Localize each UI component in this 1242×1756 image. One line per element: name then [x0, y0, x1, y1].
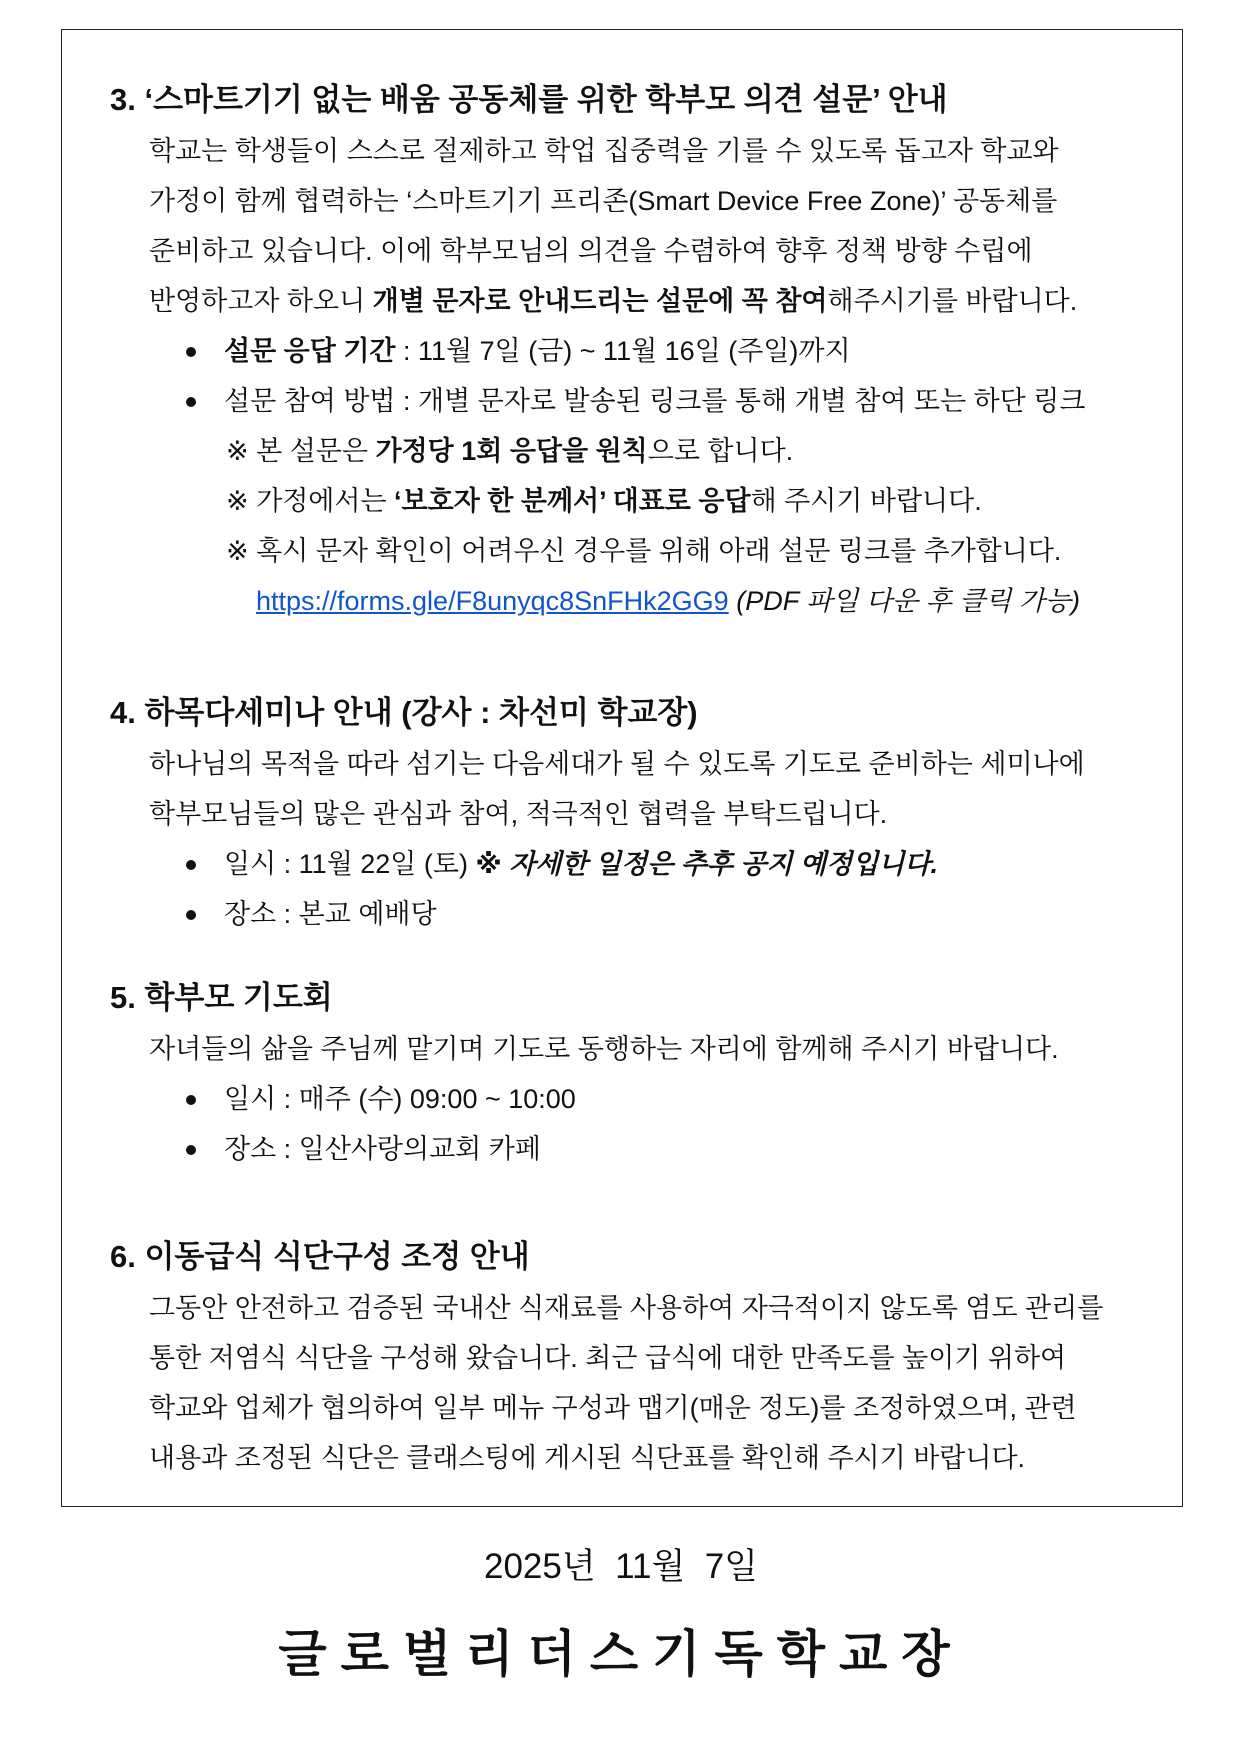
bullet-text: 설문 참여 방법 : 개별 문자로 발송된 링크를 통해 개별 참여 또는 하단 링크: [224, 386, 1086, 416]
body-line: 학교는 학생들이 스스로 절제하고 학업 집중력을 기를 수 있도록 돕고자 학교와: [149, 136, 1059, 166]
section-body-lunch: [149, 1283, 1150, 1483]
bullet-text: 일시 : 11월 22일 (토): [224, 849, 476, 879]
note-line: [226, 426, 1150, 476]
bullet-icon: [186, 1095, 196, 1105]
section-lunch: [110, 1235, 1150, 1483]
note-line: ※ 혹시 문자 확인이 어려우신 경우를 위해 아래 설문 링크를 추가합니다.: [226, 536, 1062, 566]
list-item-survey-period: [186, 326, 1150, 376]
section-prayer: [110, 976, 1150, 1174]
issue-date: 2025년 11월 7일: [484, 1547, 758, 1586]
section-heading-lunch: 6. 이동급식 식단구성 조정 안내: [110, 1239, 530, 1274]
list-item-seminar-place: [186, 889, 1150, 939]
body-text: 반영하고자 하오니: [149, 286, 373, 316]
note-emphasis: 가정당 1회 응답을 원칙: [375, 436, 648, 466]
note-text: ※ 본 설문은: [226, 436, 376, 466]
bullet-list-prayer: [186, 1074, 1150, 1174]
bullet-icon: [186, 347, 196, 357]
body-line: 준비하고 있습니다. 이에 학부모님의 의견을 수렴하여 향후 정책 방향 수립에: [149, 236, 1033, 266]
bullet-icon: [186, 910, 196, 920]
body-line: 내용과 조정된 식단은 클래스팅에 게시된 식단표를 확인해 주시기 바랍니다.: [149, 1443, 1026, 1473]
section-heading-survey: 3. ‘스마트기기 없는 배움 공동체를 위한 학부모 의견 설문’ 안내: [110, 82, 948, 117]
bullet-list-seminar: [186, 839, 1150, 939]
list-item-prayer-date: [186, 1074, 1150, 1124]
bullet-text: : 11월 7일 (금) ~ 11월 16일 (주일)까지: [395, 336, 851, 366]
signature: 글로벌리더스기독학교장: [278, 1626, 964, 1682]
body-line: 그동안 안전하고 검증된 국내산 식재료를 사용하여 자극적이지 않도록 염도 관리를: [149, 1293, 1104, 1323]
body-line: 통한 저염식 식단을 구성해 왔습니다. 최근 급식에 대한 만족도를 높이기 위하여: [149, 1343, 1067, 1373]
survey-notes: [226, 426, 1150, 626]
section-body-prayer: [149, 1024, 1150, 1074]
bullet-emphasis: ※ 자세한 일정은 추후 공지 예정입니다.: [475, 849, 938, 879]
section-body-survey: [149, 126, 1150, 326]
list-item-prayer-place: [186, 1124, 1150, 1174]
section-seminar: [110, 691, 1150, 939]
note-text: ※ 가정에서는: [226, 486, 395, 516]
body-line: 하나님의 목적을 따라 섬기는 다음세대가 될 수 있도록 기도로 준비하는 세미나에: [149, 749, 1085, 779]
list-item-survey-method: [186, 376, 1150, 426]
body-line: 가정이 함께 협력하는 ‘스마트기기 프리존(Smart Device Free Zone)’ 공동체를: [149, 186, 1058, 216]
bullet-text: 일시 : 매주 (수) 09:00 ~ 10:00: [224, 1084, 576, 1114]
bullet-label: 설문 응답 기간: [224, 336, 396, 366]
section-body-seminar: [149, 739, 1150, 839]
note-text: 해 주시기 바랍니다.: [750, 486, 982, 516]
bullet-text: 장소 : 본교 예배당: [224, 899, 437, 929]
body-line: 학교와 업체가 협의하여 일부 메뉴 구성과 맵기(매운 정도)를 조정하였으며, 관련: [149, 1393, 1077, 1423]
note-line: [226, 476, 1150, 526]
survey-link-line: [256, 576, 1150, 626]
note-text: 으로 합니다.: [647, 436, 794, 466]
body-line: [149, 276, 1150, 326]
section-survey: [110, 78, 1150, 626]
body-line: 학부모님들의 많은 관심과 참여, 적극적인 협력을 부탁드립니다.: [149, 799, 888, 829]
bullet-list-survey: [186, 326, 1150, 426]
body-text: 해주시기를 바랍니다.: [827, 286, 1078, 316]
bullet-icon: [186, 397, 196, 407]
note-emphasis: ‘보호자 한 분께서’ 대표로 응답: [394, 486, 751, 516]
link-note: (PDF 파일 다운 후 클릭 가능): [728, 586, 1080, 616]
bullet-icon: [186, 1145, 196, 1155]
list-item-seminar-date: [186, 839, 1150, 889]
section-heading-prayer: 5. 학부모 기도회: [110, 980, 333, 1015]
body-emphasis: 개별 문자로 안내드리는 설문에 꼭 참여: [372, 286, 828, 316]
bullet-icon: [186, 860, 196, 870]
bullet-text: 장소 : 일산사랑의교회 카페: [224, 1134, 541, 1164]
section-heading-seminar: 4. 하목다세미나 안내 (강사 : 차선미 학교장): [110, 695, 698, 730]
body-line: 자녀들의 삶을 주님께 맡기며 기도로 동행하는 자리에 함께해 주시기 바랍니다.: [149, 1034, 1059, 1064]
survey-link[interactable]: https://forms.gle/F8unyqc8SnFHk2GG9: [256, 586, 729, 616]
